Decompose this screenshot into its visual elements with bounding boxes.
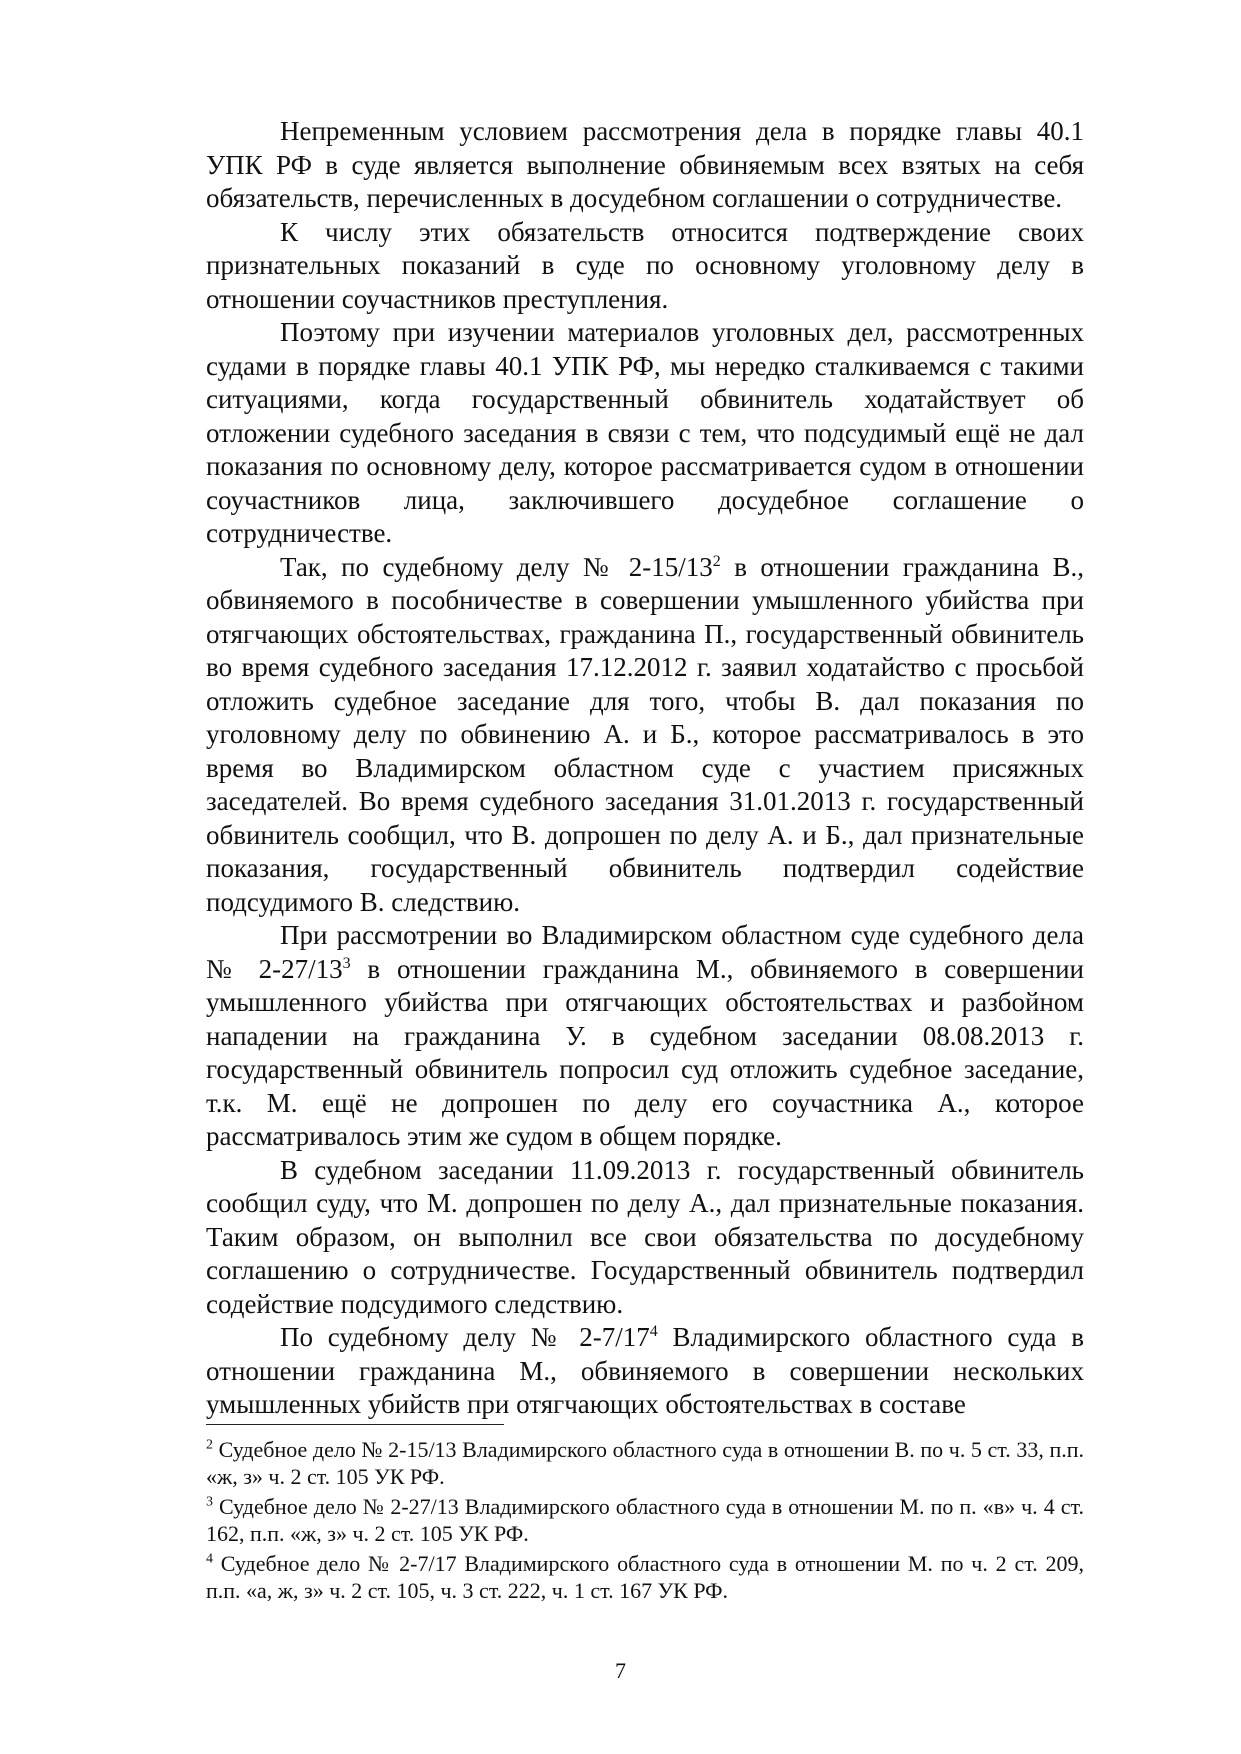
- paragraph-1: [206, 115, 1084, 216]
- footnote-4: [206, 1550, 1084, 1604]
- paragraph-3: [206, 316, 1084, 551]
- footnote-mark: 3: [206, 1494, 213, 1510]
- paragraph-text: По судебному делу № 2-7/17: [280, 1322, 650, 1352]
- footnote-reference-2[interactable]: 2: [712, 552, 721, 570]
- paragraph-text: При рассмотрении во Владимирском областном суде судебного дела № 2-27/13: [206, 920, 1084, 984]
- footnote-text: Судебное дело № 2-7/17 Владимирского областного суда в отношении М. по ч. 2 ст. 209, п.п. «а, ж, з» ч. 2 ст. 105, ч. 3 ст. 222, ч. 1 ст. 167 УК РФ.: [206, 1551, 1084, 1603]
- body-text: [206, 115, 1084, 1422]
- footnote-mark: 4: [206, 1551, 213, 1567]
- paragraph-text: Поэтому при изучении материалов уголовных дел, рассмотренных судами в порядке главы 40.1 УПК РФ, мы нередко сталкиваемся с такими ситуациями, когда государственный обвинитель ходатайствует об отложении судебного заседания в связи с тем, что подсудимый ещё не дал показания по основному делу, которое рассматривается судом в отношении соучастников лица, заключившего досудебное соглашение о сотрудничестве.: [206, 317, 1084, 548]
- footnote-3: [206, 1493, 1084, 1547]
- paragraph-text: Непременным условием рассмотрения дела в порядке главы 40.1 УПК РФ в суде является выполнение обвиняемым всех взятых на себя обязательств, перечисленных в досудебном соглашении о сотрудничестве.: [206, 116, 1084, 213]
- paragraph-text: В судебном заседании 11.09.2013 г. государственный обвинитель сообщил суду, что М. допрошен по делу А., дал признательные показания. Таким образом, он выполнил все свои обязательства по досудебному соглашению о сотрудничестве. Государственный обвинитель подтвердил содействие подсудимого следствию.: [206, 1154, 1084, 1319]
- paragraph-7: [206, 1321, 1084, 1422]
- footnote-text: Судебное дело № 2-15/13 Владимирского областного суда в отношении В. по ч. 5 ст. 33, п.п. «ж, з» ч. 2 ст. 105 УК РФ.: [206, 1437, 1084, 1489]
- footnotes: [206, 1436, 1084, 1607]
- page-number: 7: [615, 1658, 626, 1683]
- footnote-reference-4[interactable]: 4: [649, 1323, 658, 1340]
- footnote-text: Судебное дело № 2-27/13 Владимирского областного суда в отношении М. по п. «в» ч. 4 ст. 162, п.п. «ж, з» ч. 2 ст. 105 УК РФ.: [206, 1494, 1084, 1546]
- footnote-reference-3[interactable]: 3: [342, 954, 351, 972]
- paragraph-text: Владимирского областного суда в отношении гражданина М., обвиняемого в совершении нескольких умышленных убийств при отягчающих обстоятельствах в составе: [206, 1322, 1085, 1419]
- footnote-2: [206, 1436, 1084, 1490]
- footnote-separator: [206, 1424, 504, 1425]
- paragraph-2: [206, 216, 1084, 317]
- paragraph-5: [206, 919, 1084, 1154]
- paragraph-6: [206, 1154, 1084, 1322]
- paragraph-text: Так, по судебному делу № 2-15/13: [280, 551, 713, 582]
- paragraph-text: в отношении гражданина М., обвиняемого в совершении умышленного убийства при отягчающих обстоятельствах и разбойном нападении на гражданина У. в судебном заседании 08.08.2013 г. государственный обвинитель попросил суд отложить судебное заседание, т.к. М. ещё не допрошен по делу его соучастника А., которое рассматривалось этим же судом в общем порядке.: [206, 953, 1084, 1151]
- paragraph-text: в отношении гражданина В., обвиняемого в пособничестве в совершении умышленного убийства при отягчающих обстоятельствах, гражданина П., государственный обвинитель во время судебного заседания 17.12.2012 г. заявил ходатайство с просьбой отложить судебное заседание для того, чтобы В. дал показания по уголовному делу по обвинению А. и Б., которое рассматривалось в это время во Владимирском областном суде с участием присяжных заседателей. Во время судебного заседания 31.01.2013 г. государственный обвинитель сообщил, что В. допрошен по делу А. и Б., дал признательные показания, государственный обвинитель подтвердил содействие подсудимого В. следствию.: [206, 551, 1084, 917]
- paragraph-text: К числу этих обязательств относится подтверждение своих признательных показаний в суде по основному уголовному делу в отношении соучастников преступления.: [206, 216, 1084, 314]
- paragraph-4: [206, 551, 1084, 920]
- footnote-mark: 2: [206, 1437, 213, 1453]
